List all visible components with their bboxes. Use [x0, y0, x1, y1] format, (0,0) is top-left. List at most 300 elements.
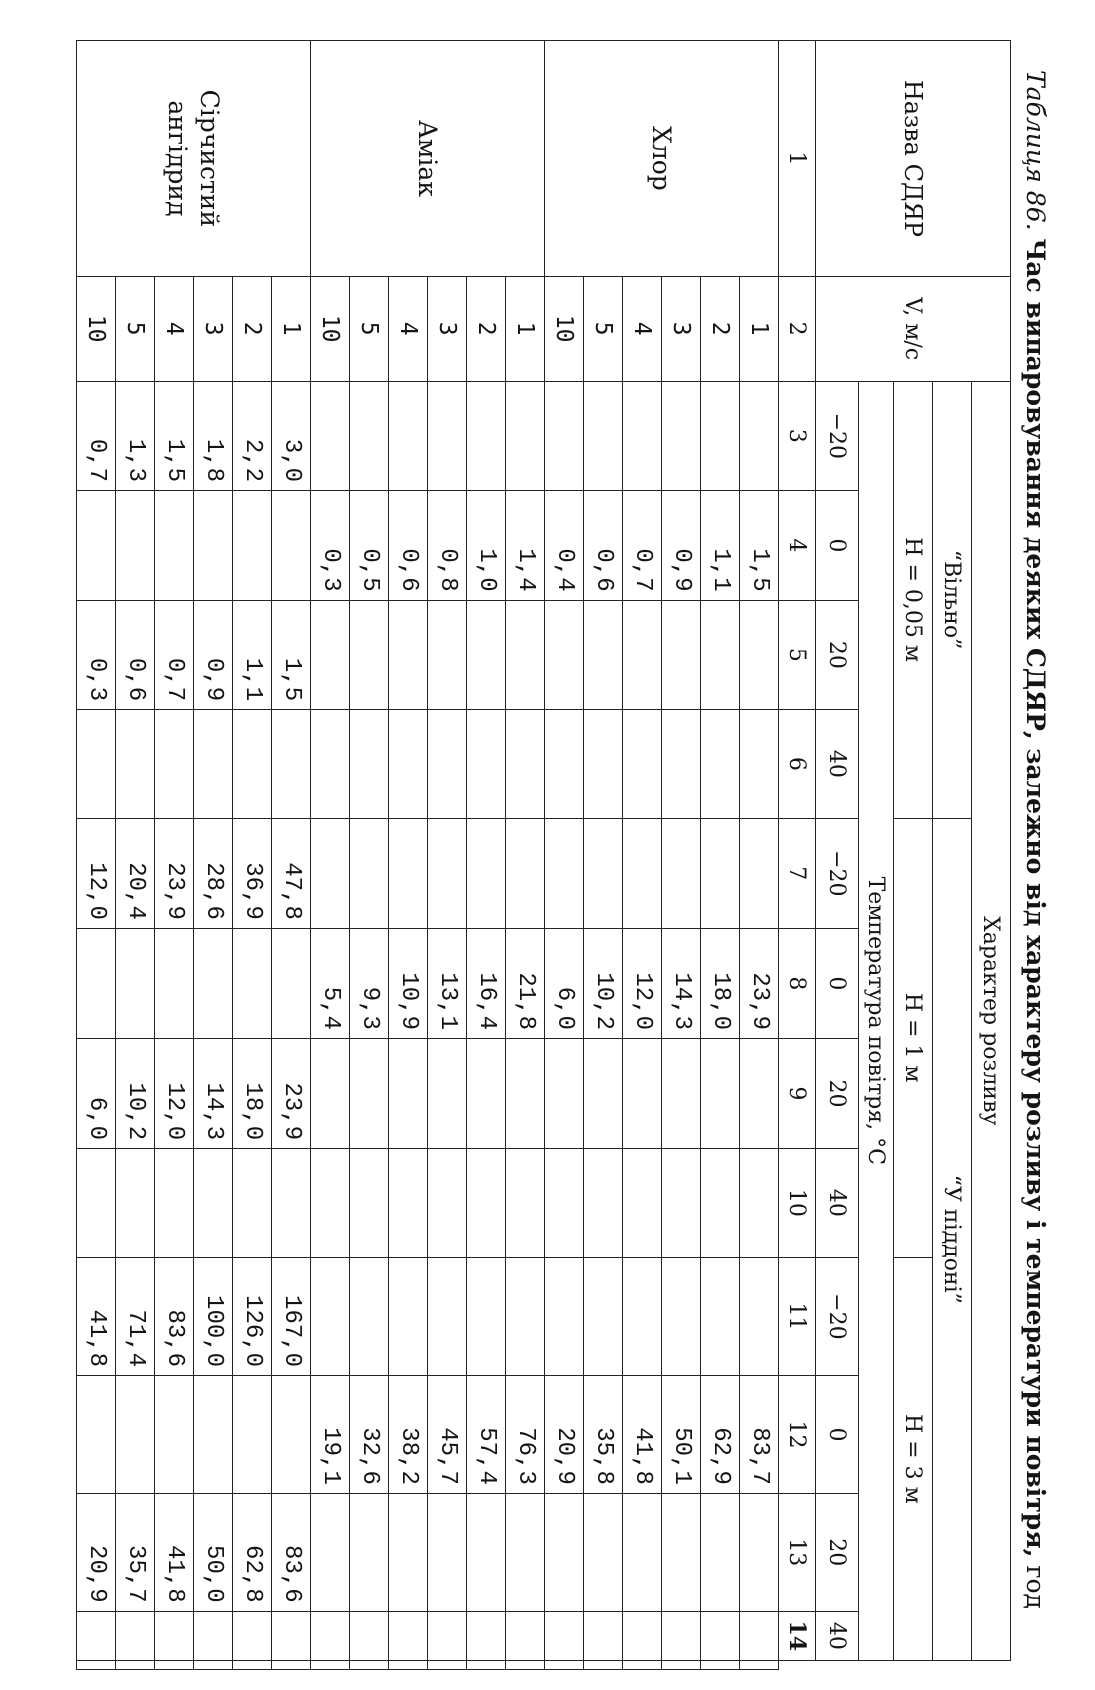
value-cell — [662, 1257, 701, 1375]
value-cell — [701, 381, 740, 491]
wind-speed-cell: 10 — [311, 276, 350, 381]
value-cell: 20,9 — [545, 1376, 584, 1494]
value-cell: 0,7 — [623, 491, 662, 601]
value-cell — [467, 1149, 506, 1258]
value-cell: 83,6 — [155, 1257, 194, 1375]
header-temp-12: 40 — [816, 1611, 859, 1660]
value-cell — [506, 710, 545, 819]
value-cell — [350, 1493, 389, 1611]
table-row — [506, 41, 545, 1670]
value-cell: 0,4 — [545, 491, 584, 601]
value-cell: 0,8 — [428, 491, 467, 601]
value-cell — [467, 710, 506, 819]
value-cell — [701, 1257, 740, 1375]
header-temp-2: 0 — [816, 491, 859, 601]
spacer-cell — [311, 1661, 350, 1670]
value-cell — [311, 710, 350, 819]
header-temp-6: 0 — [816, 928, 859, 1038]
value-cell: 0,9 — [662, 491, 701, 601]
wind-speed-cell: 2 — [233, 276, 272, 381]
value-cell — [506, 600, 545, 710]
column-number-6: 6 — [779, 710, 816, 819]
value-cell: 76,3 — [506, 1376, 545, 1494]
value-cell: 57,4 — [467, 1376, 506, 1494]
value-cell — [701, 1149, 740, 1258]
value-cell — [194, 491, 233, 601]
value-cell — [545, 1257, 584, 1375]
value-cell — [506, 1611, 545, 1660]
spacer-cell — [194, 1661, 233, 1670]
value-cell: 47,8 — [272, 818, 311, 928]
value-cell — [194, 1376, 233, 1494]
spacer-cell — [428, 1661, 467, 1670]
value-cell: 23,9 — [740, 928, 779, 1038]
value-cell: 41,8 — [623, 1376, 662, 1494]
value-cell: 12,0 — [155, 1038, 194, 1148]
value-cell: 23,9 — [155, 818, 194, 928]
value-cell — [701, 710, 740, 819]
table-row — [740, 41, 779, 1670]
value-cell — [272, 491, 311, 601]
header-h-005: H = 0,05 м — [894, 381, 933, 818]
column-number-9: 9 — [779, 1038, 816, 1148]
substance-name: Сірчистий ангідрид — [77, 41, 311, 277]
value-cell — [155, 1376, 194, 1494]
value-cell — [740, 600, 779, 710]
value-cell: 1,0 — [467, 491, 506, 601]
value-cell — [77, 1611, 116, 1660]
rotated-page — [25, 20, 1055, 1670]
spacer-cell — [701, 1661, 740, 1670]
table-row — [77, 41, 116, 1670]
table-row — [155, 41, 194, 1670]
spacer-cell — [662, 1661, 701, 1670]
value-cell — [623, 1038, 662, 1148]
value-cell — [467, 1257, 506, 1375]
value-cell — [272, 1149, 311, 1258]
value-cell — [662, 1611, 701, 1660]
value-cell: 41,8 — [77, 1257, 116, 1375]
column-number-1: 1 — [779, 41, 816, 277]
value-cell — [350, 1038, 389, 1148]
value-cell — [311, 1611, 350, 1660]
value-cell — [467, 818, 506, 928]
value-cell — [233, 1611, 272, 1660]
value-cell: 2,2 — [233, 381, 272, 491]
value-cell — [311, 381, 350, 491]
value-cell: 13,1 — [428, 928, 467, 1038]
header-h-3: H = 3 м — [894, 1257, 933, 1660]
value-cell: 50,0 — [194, 1493, 233, 1611]
value-cell — [155, 710, 194, 819]
value-cell — [467, 1493, 506, 1611]
value-cell: 1,1 — [233, 600, 272, 710]
wind-speed-cell: 3 — [194, 276, 233, 381]
value-cell: 83,6 — [272, 1493, 311, 1611]
value-cell — [662, 381, 701, 491]
column-number-11: 11 — [779, 1257, 816, 1375]
value-cell — [701, 600, 740, 710]
value-cell — [623, 600, 662, 710]
value-cell — [194, 710, 233, 819]
value-cell — [623, 1493, 662, 1611]
value-cell — [740, 1257, 779, 1375]
value-cell — [389, 818, 428, 928]
value-cell — [740, 1149, 779, 1258]
value-cell — [350, 1149, 389, 1258]
value-cell: 14,3 — [662, 928, 701, 1038]
value-cell: 19,1 — [311, 1376, 350, 1494]
value-cell — [311, 1038, 350, 1148]
value-cell: 1,5 — [155, 381, 194, 491]
column-number-2: 2 — [779, 276, 816, 381]
value-cell: 126,0 — [233, 1257, 272, 1375]
spacer-cell — [623, 1661, 662, 1670]
value-cell — [545, 1493, 584, 1611]
value-cell — [233, 710, 272, 819]
value-cell — [662, 1149, 701, 1258]
column-number-5: 5 — [779, 600, 816, 710]
value-cell — [545, 1038, 584, 1148]
value-cell — [623, 1611, 662, 1660]
value-cell: 35,8 — [584, 1376, 623, 1494]
value-cell — [233, 928, 272, 1038]
substance-name: Аміак — [311, 41, 545, 277]
value-cell — [662, 1493, 701, 1611]
value-cell: 0,9 — [194, 600, 233, 710]
spacer-cell — [740, 1661, 779, 1670]
value-cell: 0,7 — [155, 600, 194, 710]
value-cell — [623, 381, 662, 491]
value-cell: 21,8 — [506, 928, 545, 1038]
value-cell: 62,8 — [233, 1493, 272, 1611]
header-temp-3: 20 — [816, 600, 859, 710]
value-cell — [506, 381, 545, 491]
value-cell: 0,5 — [350, 491, 389, 601]
column-number-14: 14 — [779, 1611, 816, 1660]
wind-speed-cell: 1 — [740, 276, 779, 381]
header-temp-9: −20 — [816, 1257, 859, 1375]
value-cell — [272, 928, 311, 1038]
value-cell — [77, 928, 116, 1038]
value-cell: 32,6 — [350, 1376, 389, 1494]
spacer-cell — [77, 1661, 116, 1670]
value-cell: 0,6 — [116, 600, 155, 710]
spacer-cell — [545, 1661, 584, 1670]
table-row — [584, 41, 623, 1670]
value-cell: 18,0 — [233, 1038, 272, 1148]
value-cell — [77, 491, 116, 601]
wind-speed-cell: 2 — [701, 276, 740, 381]
wind-speed-cell: 5 — [350, 276, 389, 381]
value-cell — [389, 381, 428, 491]
substance-name: Хлор — [545, 41, 779, 277]
value-cell — [545, 1149, 584, 1258]
value-cell: 71,4 — [116, 1257, 155, 1375]
wind-speed-cell: 5 — [116, 276, 155, 381]
value-cell — [545, 818, 584, 928]
value-cell: 10,2 — [584, 928, 623, 1038]
wind-speed-cell: 1 — [272, 276, 311, 381]
wind-speed-cell: 5 — [584, 276, 623, 381]
value-cell — [272, 1611, 311, 1660]
column-number-13: 13 — [779, 1493, 816, 1611]
header-speed: V, м/с — [816, 276, 1011, 381]
value-cell — [584, 1257, 623, 1375]
value-cell: 20,9 — [77, 1493, 116, 1611]
value-cell — [155, 491, 194, 601]
value-cell — [233, 1149, 272, 1258]
table-row — [662, 41, 701, 1670]
wind-speed-cell: 4 — [155, 276, 194, 381]
header-temp-1: −20 — [816, 381, 859, 491]
value-cell — [428, 600, 467, 710]
value-cell: 0,6 — [389, 491, 428, 601]
spacer-cell — [389, 1661, 428, 1670]
value-cell — [623, 818, 662, 928]
table-row — [311, 41, 350, 1670]
column-number-12: 12 — [779, 1376, 816, 1494]
value-cell — [350, 381, 389, 491]
header-temp-5: −20 — [816, 818, 859, 928]
value-cell: 18,0 — [701, 928, 740, 1038]
value-cell — [701, 818, 740, 928]
header-tray: “У піддоні” — [933, 818, 972, 1660]
value-cell — [740, 710, 779, 819]
value-cell — [116, 1611, 155, 1660]
value-cell — [428, 1493, 467, 1611]
table-row — [545, 41, 584, 1670]
value-cell — [116, 928, 155, 1038]
value-cell — [233, 491, 272, 601]
wind-speed-cell: 3 — [428, 276, 467, 381]
value-cell — [350, 1257, 389, 1375]
table-wrapper — [76, 40, 1011, 1670]
value-cell: 36,9 — [233, 818, 272, 928]
wind-speed-cell: 3 — [662, 276, 701, 381]
column-number-8: 8 — [779, 928, 816, 1038]
table-row — [194, 41, 233, 1670]
value-cell: 0,6 — [584, 491, 623, 601]
value-cell — [389, 710, 428, 819]
table-row — [116, 41, 155, 1670]
value-cell — [740, 1493, 779, 1611]
column-number-10: 10 — [779, 1149, 816, 1258]
header-temp-8: 40 — [816, 1149, 859, 1258]
value-cell — [467, 1038, 506, 1148]
table-row — [467, 41, 506, 1670]
value-cell — [428, 381, 467, 491]
value-cell — [701, 1611, 740, 1660]
header-name: Назва СДЯР — [816, 41, 1011, 277]
value-cell: 12,0 — [623, 928, 662, 1038]
header-spill-type: Характер розливу — [972, 381, 1011, 1660]
table-caption — [1019, 70, 1051, 1670]
wind-speed-cell: 4 — [389, 276, 428, 381]
value-cell: 1,1 — [701, 491, 740, 601]
header-temp-10: 0 — [816, 1376, 859, 1494]
value-cell — [584, 1493, 623, 1611]
evaporation-table — [76, 40, 1011, 1670]
table-row — [389, 41, 428, 1670]
spacer-cell — [584, 1661, 623, 1670]
value-cell — [350, 600, 389, 710]
spacer-cell — [233, 1661, 272, 1670]
header-air-temp: Температура повітря, °C — [859, 381, 894, 1660]
value-cell: 20,4 — [116, 818, 155, 928]
value-cell — [194, 928, 233, 1038]
value-cell — [662, 1038, 701, 1148]
value-cell: 5,4 — [311, 928, 350, 1038]
value-cell — [740, 381, 779, 491]
value-cell — [350, 1611, 389, 1660]
value-cell — [701, 1038, 740, 1148]
value-cell — [155, 928, 194, 1038]
value-cell — [584, 600, 623, 710]
value-cell: 167,0 — [272, 1257, 311, 1375]
value-cell: 3,0 — [272, 381, 311, 491]
value-cell — [77, 1376, 116, 1494]
header-temp-11: 20 — [816, 1493, 859, 1611]
value-cell — [428, 818, 467, 928]
value-cell — [389, 1493, 428, 1611]
value-cell — [428, 1038, 467, 1148]
column-number-3: 3 — [779, 381, 816, 491]
value-cell — [311, 600, 350, 710]
value-cell: 9,3 — [350, 928, 389, 1038]
value-cell — [545, 710, 584, 819]
table-row — [701, 41, 740, 1670]
value-cell — [662, 818, 701, 928]
value-cell: 0,3 — [77, 600, 116, 710]
value-cell: 14,3 — [194, 1038, 233, 1148]
value-cell — [311, 1257, 350, 1375]
value-cell: 1,5 — [740, 491, 779, 601]
value-cell — [194, 1611, 233, 1660]
value-cell: 38,2 — [389, 1376, 428, 1494]
value-cell: 28,6 — [194, 818, 233, 928]
value-cell — [467, 1611, 506, 1660]
value-cell — [584, 1038, 623, 1148]
value-cell — [545, 600, 584, 710]
spacer-cell — [116, 1661, 155, 1670]
value-cell — [506, 1493, 545, 1611]
value-cell: 35,7 — [116, 1493, 155, 1611]
caption-label: Таблиця 86. — [1021, 70, 1050, 231]
value-cell — [77, 1149, 116, 1258]
value-cell — [77, 710, 116, 819]
header-temp-7: 20 — [816, 1038, 859, 1148]
table-row — [428, 41, 467, 1670]
value-cell — [389, 600, 428, 710]
value-cell — [584, 1611, 623, 1660]
header-free: “Вільно” — [933, 381, 972, 818]
value-cell — [740, 818, 779, 928]
value-cell: 50,1 — [662, 1376, 701, 1494]
value-cell — [584, 818, 623, 928]
value-cell — [350, 818, 389, 928]
value-cell — [545, 381, 584, 491]
value-cell: 0,7 — [77, 381, 116, 491]
value-cell: 1,4 — [506, 491, 545, 601]
header-h-1: H = 1 м — [894, 818, 933, 1257]
table-row — [272, 41, 311, 1670]
value-cell — [389, 1149, 428, 1258]
wind-speed-cell: 2 — [467, 276, 506, 381]
value-cell: 0,3 — [311, 491, 350, 601]
value-cell — [506, 1149, 545, 1258]
caption-title: Час випаровування деяких СДЯР, залежно від характеру розливу і температури повітря, — [1021, 238, 1050, 1558]
value-cell: 62,9 — [701, 1376, 740, 1494]
wind-speed-cell: 10 — [545, 276, 584, 381]
value-cell — [467, 381, 506, 491]
column-number-4: 4 — [779, 491, 816, 601]
value-cell — [311, 818, 350, 928]
value-cell: 10,9 — [389, 928, 428, 1038]
value-cell: 1,8 — [194, 381, 233, 491]
spacer-cell — [155, 1661, 194, 1670]
wind-speed-cell: 1 — [506, 276, 545, 381]
value-cell — [350, 710, 389, 819]
value-cell — [662, 710, 701, 819]
value-cell: 23,9 — [272, 1038, 311, 1148]
value-cell: 10,2 — [116, 1038, 155, 1148]
value-cell: 1,3 — [116, 381, 155, 491]
caption-unit: год — [1021, 1565, 1050, 1609]
table-row — [233, 41, 272, 1670]
value-cell — [506, 1257, 545, 1375]
spacer-cell — [506, 1661, 545, 1670]
column-number-7: 7 — [779, 818, 816, 928]
value-cell — [428, 710, 467, 819]
value-cell — [662, 600, 701, 710]
value-cell: 100,0 — [194, 1257, 233, 1375]
value-cell — [584, 381, 623, 491]
value-cell — [701, 1493, 740, 1611]
value-cell — [272, 710, 311, 819]
value-cell — [233, 1376, 272, 1494]
value-cell — [623, 1257, 662, 1375]
table-row — [350, 41, 389, 1670]
value-cell: 6,0 — [545, 928, 584, 1038]
value-cell — [740, 1038, 779, 1148]
value-cell: 6,0 — [77, 1038, 116, 1148]
header-temp-4: 40 — [816, 710, 859, 819]
spacer-cell — [350, 1661, 389, 1670]
value-cell: 16,4 — [467, 928, 506, 1038]
value-cell — [116, 1149, 155, 1258]
spacer-cell — [467, 1661, 506, 1670]
wind-speed-cell: 4 — [623, 276, 662, 381]
value-cell — [272, 1376, 311, 1494]
value-cell — [389, 1257, 428, 1375]
value-cell — [467, 600, 506, 710]
value-cell: 41,8 — [155, 1493, 194, 1611]
value-cell — [311, 1493, 350, 1611]
value-cell — [389, 1611, 428, 1660]
value-cell — [116, 710, 155, 819]
value-cell — [506, 818, 545, 928]
value-cell — [116, 1376, 155, 1494]
table-row — [623, 41, 662, 1670]
value-cell — [545, 1611, 584, 1660]
value-cell — [584, 1149, 623, 1258]
value-cell: 12,0 — [77, 818, 116, 928]
value-cell: 45,7 — [428, 1376, 467, 1494]
value-cell — [116, 491, 155, 601]
wind-speed-cell: 10 — [77, 276, 116, 381]
value-cell — [740, 1611, 779, 1660]
